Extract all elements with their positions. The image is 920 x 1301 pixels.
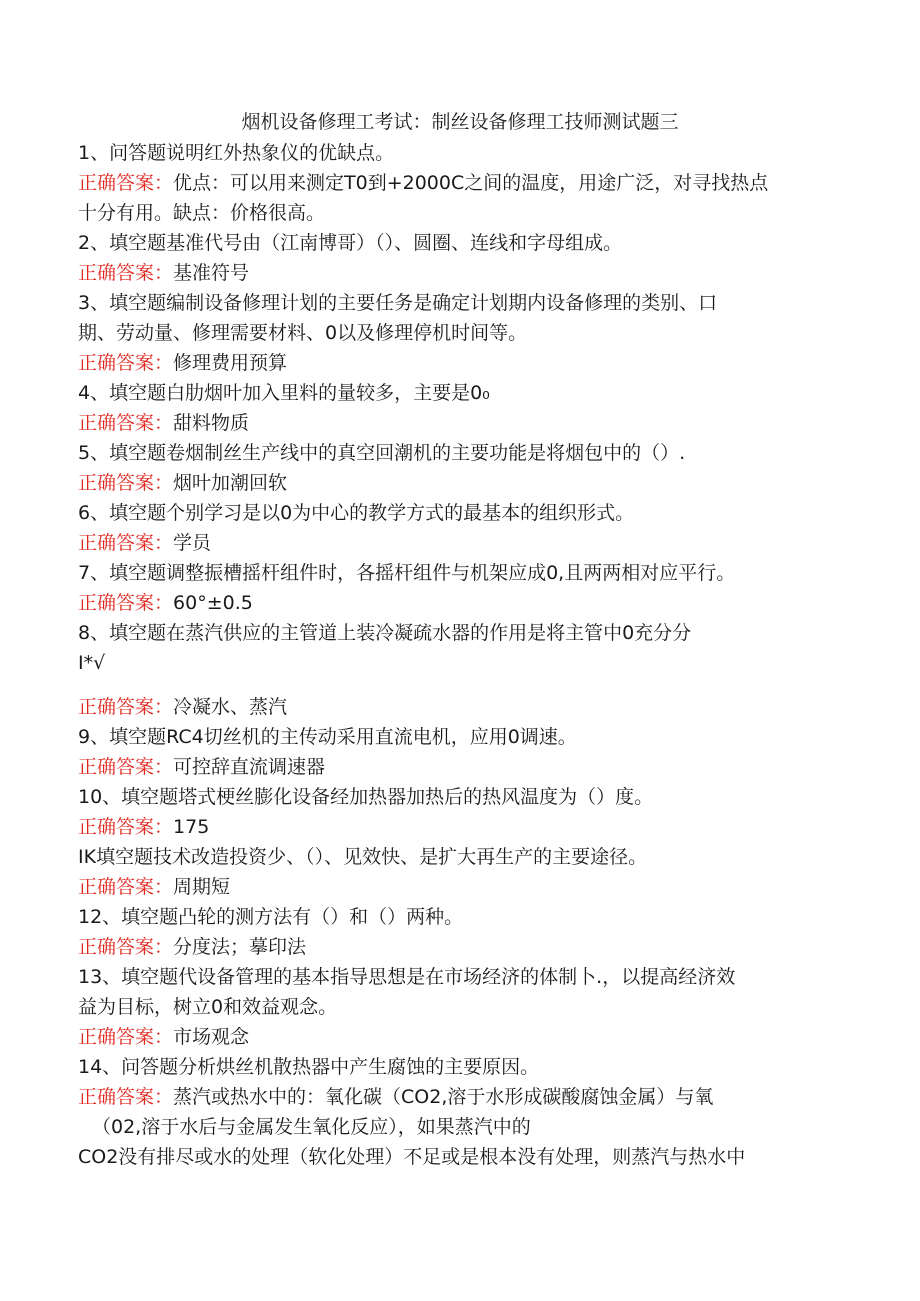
answer-1 — [78, 168, 838, 198]
question-1: 1、问答题说明红外热象仪的优缺点。 — [78, 142, 395, 164]
answer-6 — [78, 528, 838, 558]
answer-8 — [78, 692, 838, 722]
question-8: 8、填空题在蒸汽供应的主管道上装冷凝疏水器的作用是将主管中0充分分 — [78, 622, 692, 644]
answer-label: 正确答案： — [78, 696, 174, 718]
answer-2 — [78, 258, 838, 288]
answer-text: 175 — [173, 816, 210, 838]
question-3-continued: 期、劳动量、修理需要材料、0以及修理停机时间等。 — [78, 322, 528, 344]
answer-9 — [78, 752, 838, 782]
spacer — [78, 678, 838, 692]
answer-text: 甜料物质 — [173, 412, 250, 434]
question-12: 12、填空题凸轮的测方法有（）和（）两种。 — [78, 906, 464, 928]
answer-label: 正确答案： — [78, 816, 174, 838]
answer-1-continued: 十分有用。缺点：价格很高。 — [78, 202, 326, 224]
answer-label: 正确答案： — [78, 1026, 174, 1048]
question-13: 13、填空题代设备管理的基本指导思想是在市场经济的体制卜.，以提高经济效 — [78, 966, 736, 988]
question-2: 2、填空题基准代号由（江南博哥）（）、圆圈、连线和字母组成。 — [78, 232, 623, 254]
answer-label: 正确答案： — [78, 1086, 174, 1108]
answer-label: 正确答案： — [78, 172, 174, 194]
document-title: 烟机设备修理工考试：制丝设备修理工技师测试题三 — [241, 111, 679, 133]
question-7: 7、填空题调整振槽摇杆组件时，各摇杆组件与机架应成0,且两两相对应平行。 — [78, 562, 736, 584]
answer-13 — [78, 1022, 838, 1052]
answer-label: 正确答案： — [78, 592, 174, 614]
answer-4 — [78, 408, 838, 438]
answer-11 — [78, 872, 838, 902]
answer-14 — [78, 1082, 838, 1112]
answer-label: 正确答案： — [78, 756, 174, 778]
answer-text: 冷凝水、蒸汽 — [173, 696, 288, 718]
answer-label: 正确答案： — [78, 876, 174, 898]
answer-5 — [78, 468, 838, 498]
answer-label: 正确答案： — [78, 412, 174, 434]
answer-text: 蒸汽或热水中的：氧化碳（CO2,溶于水形成碳酸腐蚀金属）与氧 — [173, 1086, 714, 1108]
question-4: 4、填空题白肋烟叶加入里料的量较多，主要是0₀ — [78, 382, 490, 404]
answer-10 — [78, 812, 838, 842]
answer-text: 优点：可以用来测定T0到+2000C之间的温度，用途广泛，对寻找热点 — [173, 172, 769, 194]
answer-label: 正确答案： — [78, 262, 174, 284]
answer-text: 周期短 — [173, 876, 231, 898]
answer-text: 修理费用预算 — [173, 352, 288, 374]
answer-3 — [78, 348, 838, 378]
answer-text: 分度法；摹印法 — [173, 936, 307, 958]
answer-14-continued-2: CO2没有排尽或水的处理（软化处理）不足或是根本没有处理，则蒸汽与热水中 — [78, 1146, 746, 1168]
answer-text: 可控辞直流调速器 — [173, 756, 326, 778]
answer-label: 正确答案： — [78, 936, 174, 958]
question-3: 3、填空题编制设备修理计划的主要任务是确定计划期内设备修理的类别、口 — [78, 292, 718, 314]
question-13-continued: 益为目标，树立0和效益观念。 — [78, 996, 338, 1018]
answer-label: 正确答案： — [78, 352, 174, 374]
question-11: IK填空题技术改造投资少、（）、见效快、是扩大再生产的主要途径。 — [78, 846, 648, 868]
answer-text: 60°±0.5 — [173, 592, 253, 614]
answer-text: 烟叶加潮回软 — [173, 472, 288, 494]
question-8-continued: I*√ — [78, 652, 106, 674]
question-14: 14、问答题分析烘丝机散热器中产生腐蚀的主要原因。 — [78, 1056, 540, 1078]
answer-14-continued: （02,溶于水后与金属发生氧化反应），如果蒸汽中的 — [92, 1116, 531, 1138]
answer-7 — [78, 588, 838, 618]
answer-label: 正确答案： — [78, 472, 174, 494]
answer-12 — [78, 932, 838, 962]
answer-text: 学员 — [173, 532, 212, 554]
question-9: 9、填空题RC4切丝机的主传动采用直流电机，应用0调速。 — [78, 726, 577, 748]
document-body — [78, 138, 838, 1172]
question-5: 5、填空题卷烟制丝生产线中的真空回潮机的主要功能是将烟包中的（）. — [78, 442, 686, 464]
answer-text: 市场观念 — [173, 1026, 250, 1048]
answer-text: 基准符号 — [173, 262, 250, 284]
question-10: 10、填空题塔式梗丝膨化设备经加热器加热后的热风温度为（）度。 — [78, 786, 654, 808]
answer-label: 正确答案： — [78, 532, 174, 554]
question-6: 6、填空题个别学习是以0为中心的教学方式的最基本的组织形式。 — [78, 502, 635, 524]
